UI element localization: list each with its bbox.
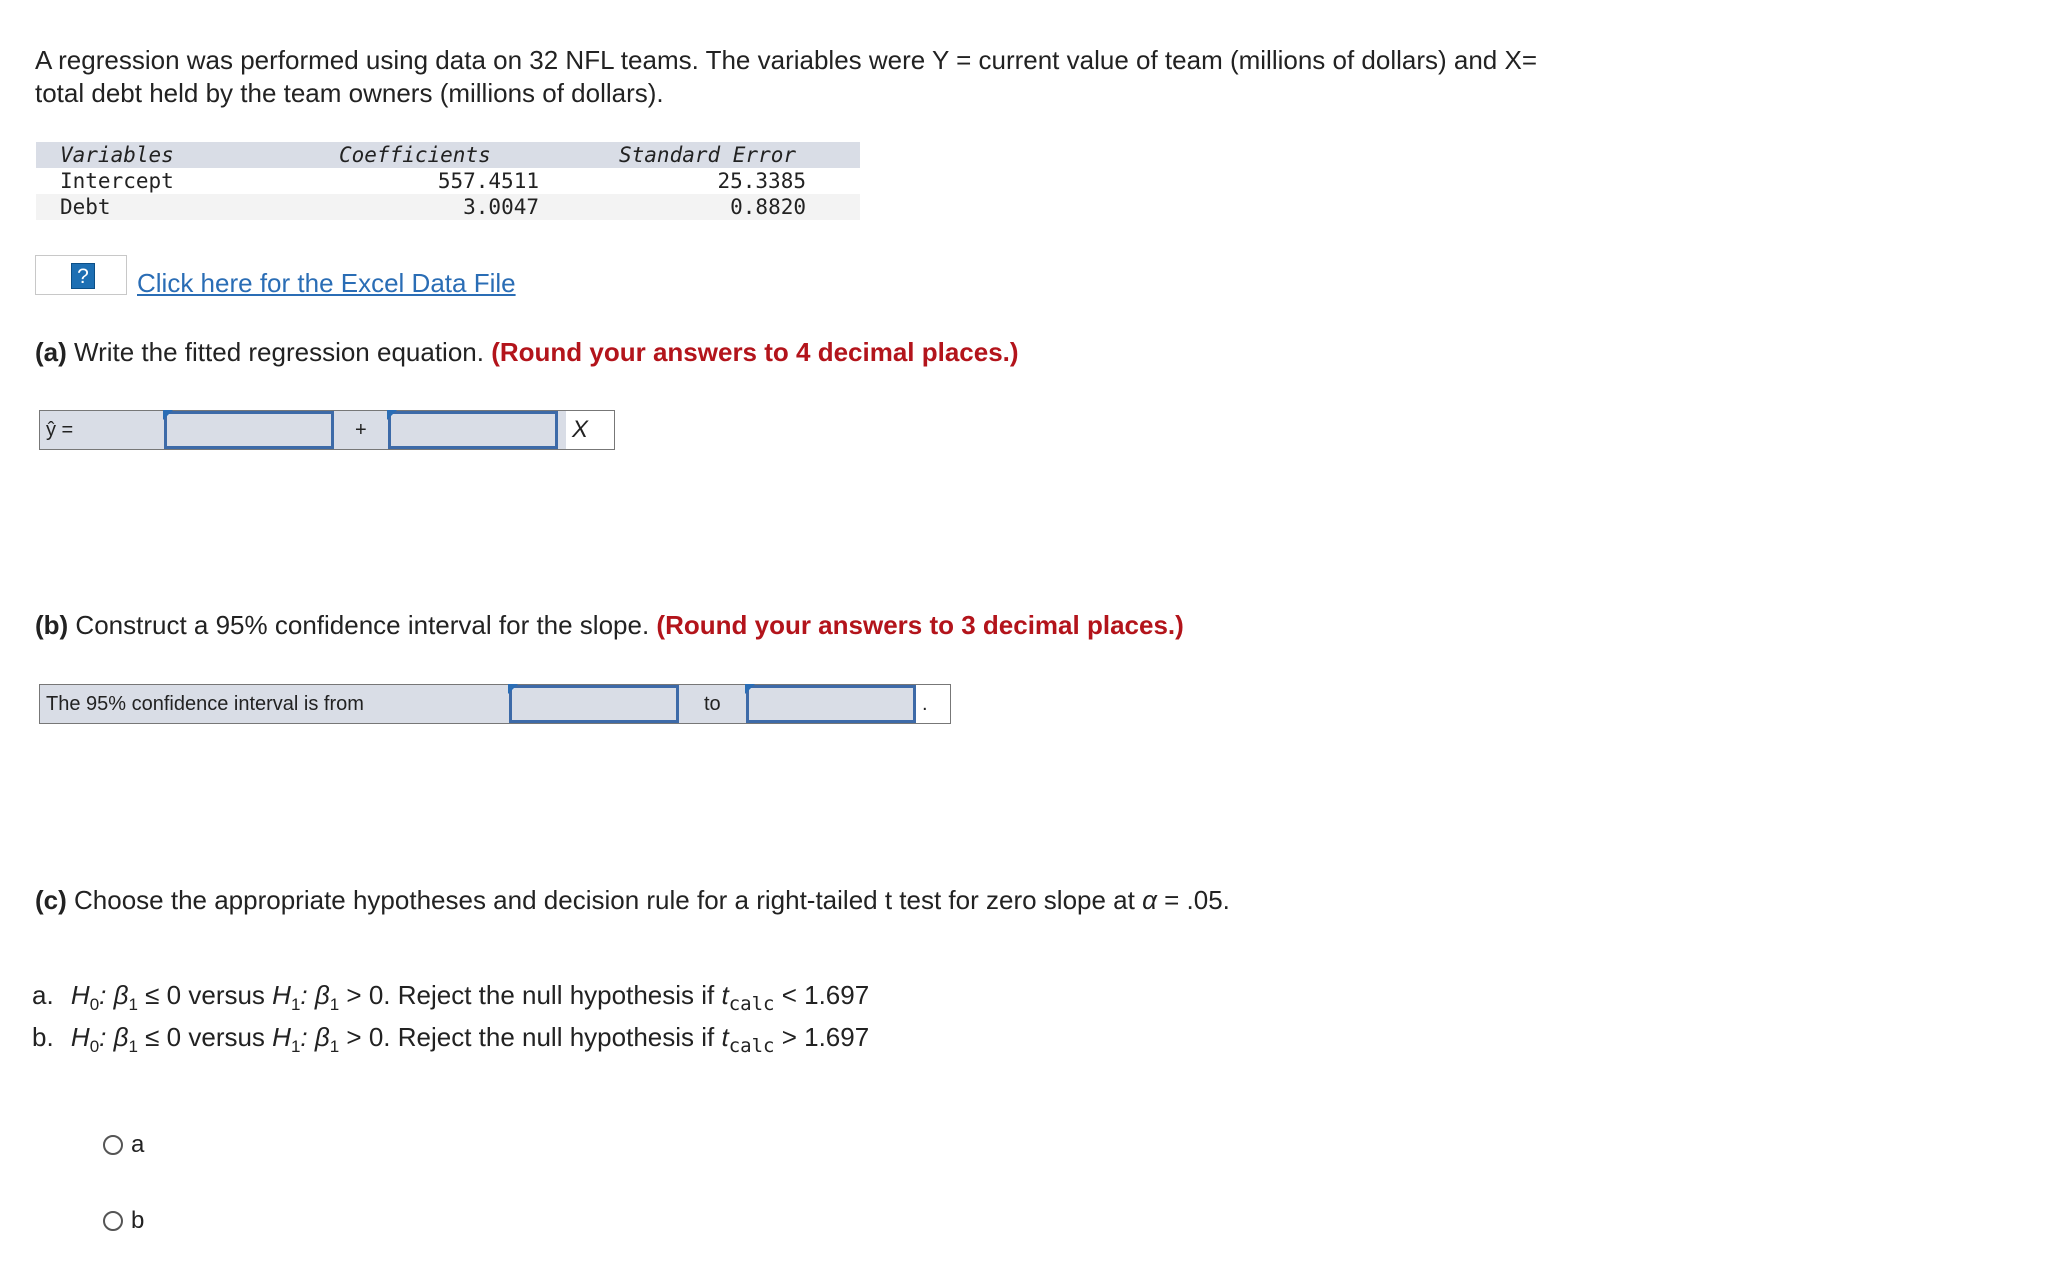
t-symbol: t: [721, 980, 729, 1010]
alpha-value: = .05.: [1156, 885, 1230, 915]
beta-symbol: : β: [300, 980, 330, 1010]
beta-symbol: : β: [99, 1022, 129, 1052]
t-subscript: calc: [728, 993, 775, 1015]
slope-input[interactable]: [388, 411, 558, 449]
input-flag-icon: [745, 684, 755, 694]
h0-relation: ≤ 0 versus: [137, 1022, 273, 1052]
comparison-operator: >: [781, 1022, 797, 1052]
plus-sign: +: [355, 419, 367, 441]
row-variable: Debt: [60, 195, 111, 219]
table-row-intercept: [36, 168, 860, 194]
lower-bound-input[interactable]: [509, 685, 679, 723]
regression-table: [36, 142, 860, 220]
upper-bound-input-wrap: [746, 685, 916, 723]
problem-statement: [35, 44, 1735, 110]
yhat-label: ŷ =: [46, 419, 74, 441]
question-a-text: Write the fitted regression equation.: [66, 337, 492, 367]
header-coefficients: Coefficients: [339, 143, 491, 167]
t-subscript: calc: [728, 1035, 775, 1057]
regression-equation-row: [39, 410, 615, 450]
t-symbol: t: [721, 1022, 729, 1052]
lower-bound-input-wrap: [509, 685, 679, 723]
h0-symbol: H: [70, 980, 90, 1010]
table-header-row: [36, 142, 860, 168]
row-coefficient: 3.0047: [463, 195, 539, 219]
intercept-input-wrap: [164, 411, 334, 449]
intercept-input[interactable]: [164, 411, 334, 449]
alpha-symbol: α: [1142, 885, 1157, 915]
question-b-text: Construct a 95% confidence interval for the slope.: [68, 610, 657, 640]
input-flag-icon: [387, 410, 397, 420]
problem-statement-line1: A regression was performed using data on 32 NFL teams. The variables were Y = current value of team (millions of dollars) and X=: [35, 45, 1538, 75]
comparison-operator: <: [781, 980, 797, 1010]
question-c-label: (c): [35, 885, 67, 915]
table-row-debt: [36, 194, 860, 220]
question-b-instruction: (Round your answers to 3 decimal places.): [656, 610, 1184, 640]
help-button[interactable]: [35, 255, 127, 295]
row-coefficient: 557.4511: [437, 169, 539, 193]
h1-symbol: H: [272, 980, 291, 1010]
hypothesis-options: [32, 976, 869, 1060]
h0-relation: ≤ 0 versus: [137, 980, 273, 1010]
h0-symbol: H: [70, 1022, 90, 1052]
question-c: [35, 885, 1230, 916]
help-icon[interactable]: ?: [71, 263, 95, 289]
question-a-instruction: (Round your answers to 4 decimal places.): [491, 337, 1019, 367]
h1-relation: > 0. Reject the null hypothesis if: [339, 980, 722, 1010]
beta-subscript: 1: [128, 1037, 138, 1056]
row-std-error: 25.3385: [717, 169, 806, 193]
row-variable: Intercept: [60, 169, 174, 193]
confidence-interval-row: [39, 684, 951, 724]
h1-symbol: H: [272, 1022, 291, 1052]
radio-button-a[interactable]: [103, 1135, 123, 1155]
input-flag-icon: [508, 684, 518, 694]
question-c-text: Choose the appropriate hypotheses and decision rule for a right-tailed t test for zero slope at: [66, 885, 1143, 915]
upper-bound-input[interactable]: [746, 685, 916, 723]
h0-subscript: 0: [89, 995, 100, 1014]
question-b: [35, 610, 1184, 641]
question-a: [35, 337, 1019, 368]
question-a-label: (a): [35, 337, 67, 367]
header-standard-error: Standard Error: [619, 143, 797, 167]
critical-value: 1.697: [804, 1022, 870, 1052]
option-letter: b.: [32, 1022, 54, 1052]
to-label: to: [704, 693, 721, 715]
radio-option-a[interactable]: [103, 1131, 144, 1159]
question-b-label: (b): [35, 610, 69, 640]
beta-symbol: : β: [99, 980, 129, 1010]
option-letter: a.: [32, 980, 54, 1010]
h0-subscript: 0: [89, 1037, 100, 1056]
input-flag-icon: [163, 410, 173, 420]
row-std-error: 0.8820: [730, 195, 806, 219]
radio-option-b[interactable]: [103, 1207, 144, 1235]
option-b: [32, 1018, 869, 1060]
option-a: [32, 976, 869, 1018]
h1-subscript: 1: [290, 995, 301, 1014]
critical-value: 1.697: [804, 980, 870, 1010]
beta-subscript: 1: [128, 995, 138, 1014]
header-variables: Variables: [60, 143, 174, 167]
excel-data-file-link[interactable]: Click here for the Excel Data File: [137, 268, 516, 298]
x-variable-label: X: [566, 411, 614, 449]
h1-subscript: 1: [290, 1037, 301, 1056]
radio-button-b[interactable]: [103, 1211, 123, 1231]
ci-prefix-label: The 95% confidence interval is from: [46, 693, 364, 715]
slope-input-wrap: [388, 411, 558, 449]
problem-statement-line2: total debt held by the team owners (millions of dollars).: [35, 78, 664, 108]
period-label: .: [916, 685, 950, 723]
beta-subscript: 1: [329, 1037, 340, 1056]
radio-label-b: b: [131, 1207, 145, 1234]
radio-label-a: a: [131, 1131, 145, 1158]
h1-relation: > 0. Reject the null hypothesis if: [339, 1022, 722, 1052]
beta-subscript: 1: [329, 995, 340, 1014]
beta-symbol: : β: [300, 1022, 330, 1052]
